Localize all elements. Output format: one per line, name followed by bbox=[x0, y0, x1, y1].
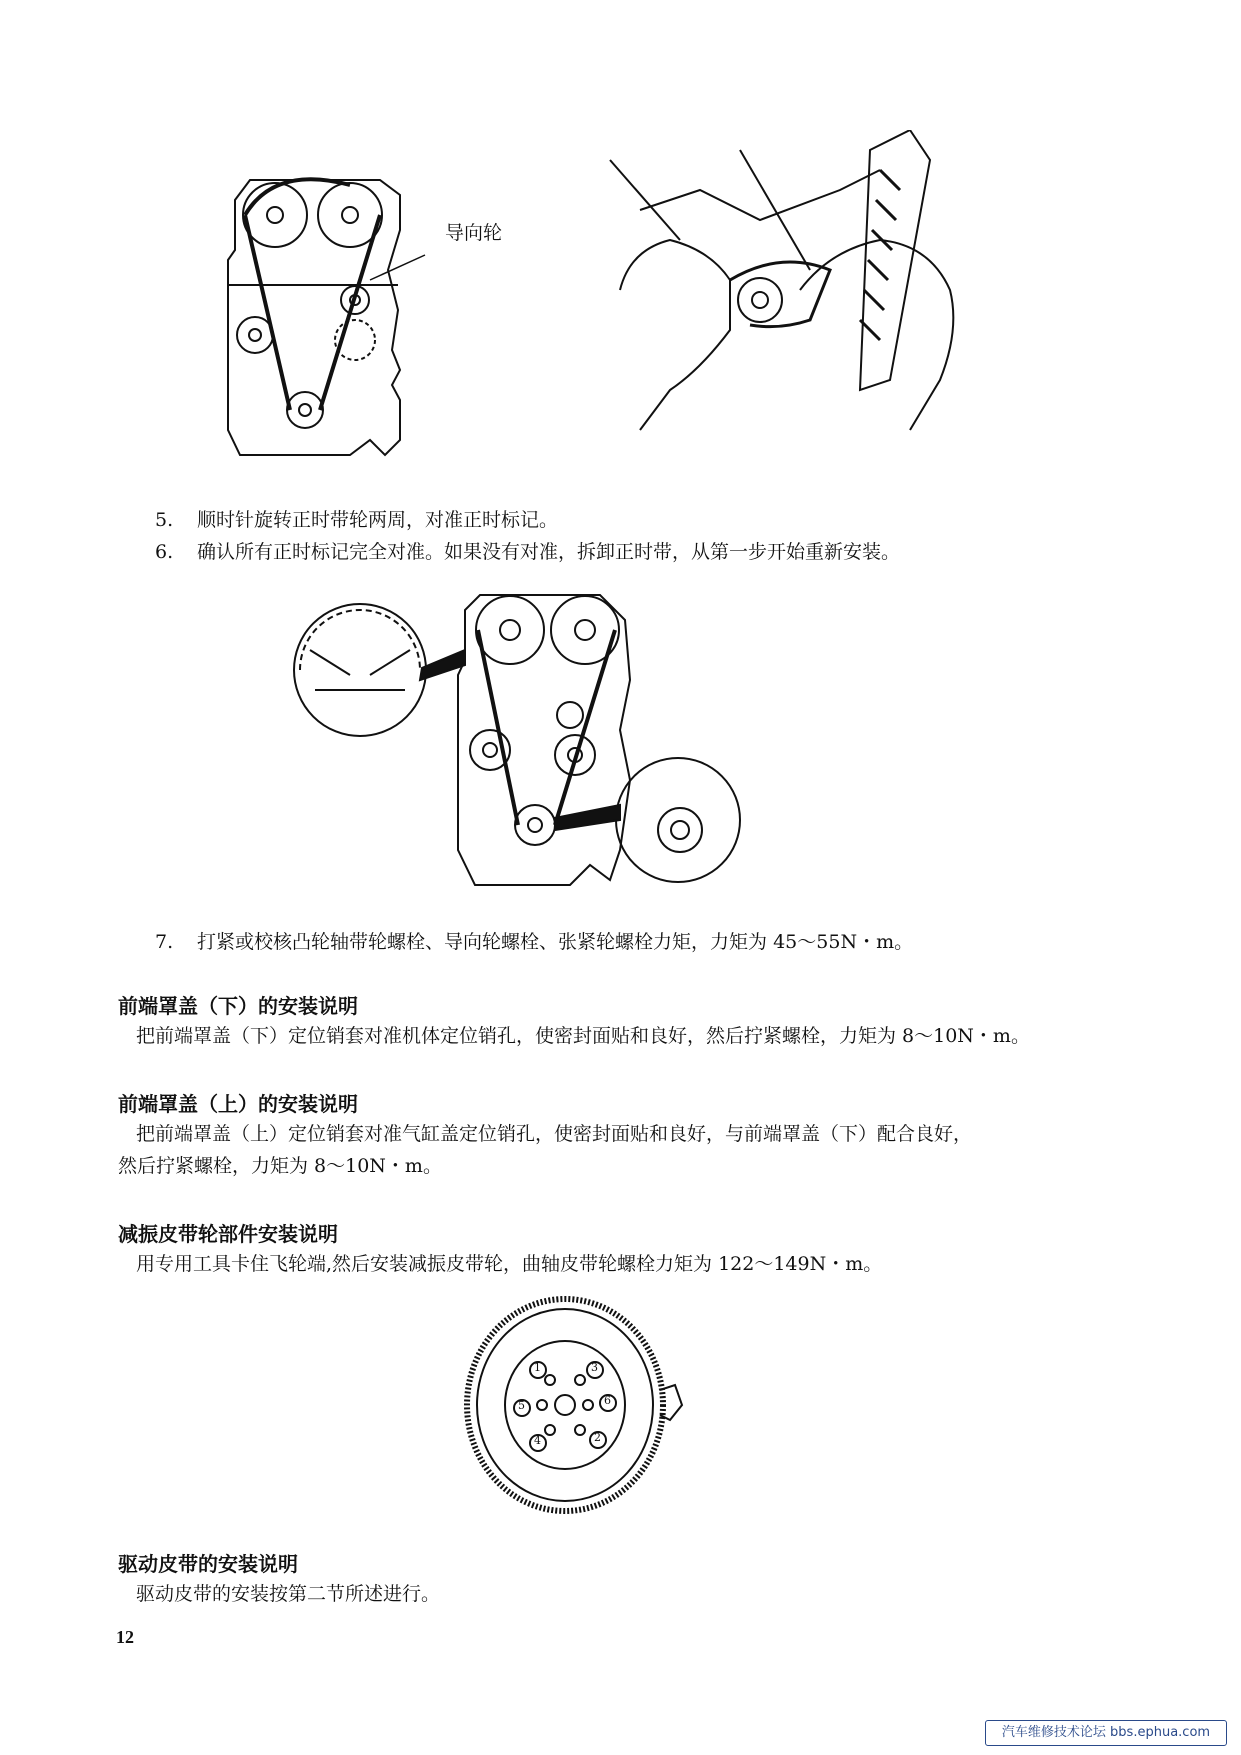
bolt-number-4: 4 bbox=[534, 1434, 541, 1447]
section-heading-drive-belt: 驱动皮带的安装说明 bbox=[118, 1552, 298, 1576]
step-number: 5. bbox=[155, 509, 174, 531]
step-5 bbox=[155, 508, 558, 532]
step-number: 6. bbox=[155, 541, 174, 563]
section-text-upper-cover: 把前端罩盖（上）定位销套对准气缸盖定位销孔，使密封面贴和良好，与前端罩盖（下）配合良好， 然后拧紧螺栓，力矩为 8～10N・m。 bbox=[118, 1123, 973, 1177]
section-text-lower-cover: 把前端罩盖（下）定位销套对准机体定位销孔，使密封面贴和良好，然后拧紧螺栓，力矩为 8～10N・m。 bbox=[136, 1025, 1030, 1047]
footer-watermark: 汽车维修技术论坛 bbs.ephua.com bbox=[985, 1720, 1227, 1746]
step-6 bbox=[155, 540, 900, 564]
timing-marks-diagram bbox=[290, 580, 760, 900]
tensioner-adjustment-illustration bbox=[580, 130, 1000, 450]
timing-belt-diagram bbox=[220, 170, 520, 460]
section-text-drive-belt: 驱动皮带的安装按第二节所述进行。 bbox=[136, 1583, 441, 1605]
flywheel-diagram bbox=[460, 1290, 690, 1520]
bolt-number-1: 1 bbox=[534, 1361, 541, 1374]
section-heading-damper-pulley: 减振皮带轮部件安装说明 bbox=[118, 1222, 338, 1246]
bolt-number-3: 3 bbox=[591, 1361, 598, 1374]
step-7 bbox=[155, 930, 913, 954]
step-text: 确认所有正时标记完全对准。如果没有对准，拆卸正时带，从第一步开始重新安装。 bbox=[197, 541, 901, 563]
section-heading-upper-cover: 前端罩盖（上）的安装说明 bbox=[118, 1092, 358, 1116]
guide-pulley-label: 导向轮 bbox=[445, 222, 503, 244]
bolt-number-6: 6 bbox=[604, 1394, 611, 1407]
bolt-number-5: 5 bbox=[518, 1399, 525, 1412]
section-heading-lower-cover: 前端罩盖（下）的安装说明 bbox=[118, 994, 358, 1018]
step-text: 顺时针旋转正时带轮两周，对准正时标记。 bbox=[197, 509, 559, 531]
section-text-damper-pulley: 用专用工具卡住飞轮端,然后安装减振皮带轮，曲轴皮带轮螺栓力矩为 122～149N・m。 bbox=[136, 1253, 883, 1275]
page-number: 12 bbox=[116, 1627, 134, 1647]
step-text: 打紧或校核凸轮轴带轮螺栓、导向轮螺栓、张紧轮螺栓力矩，力矩为 45～55N・m。 bbox=[197, 931, 914, 953]
bolt-number-2: 2 bbox=[594, 1431, 601, 1444]
step-number: 7. bbox=[155, 931, 174, 953]
